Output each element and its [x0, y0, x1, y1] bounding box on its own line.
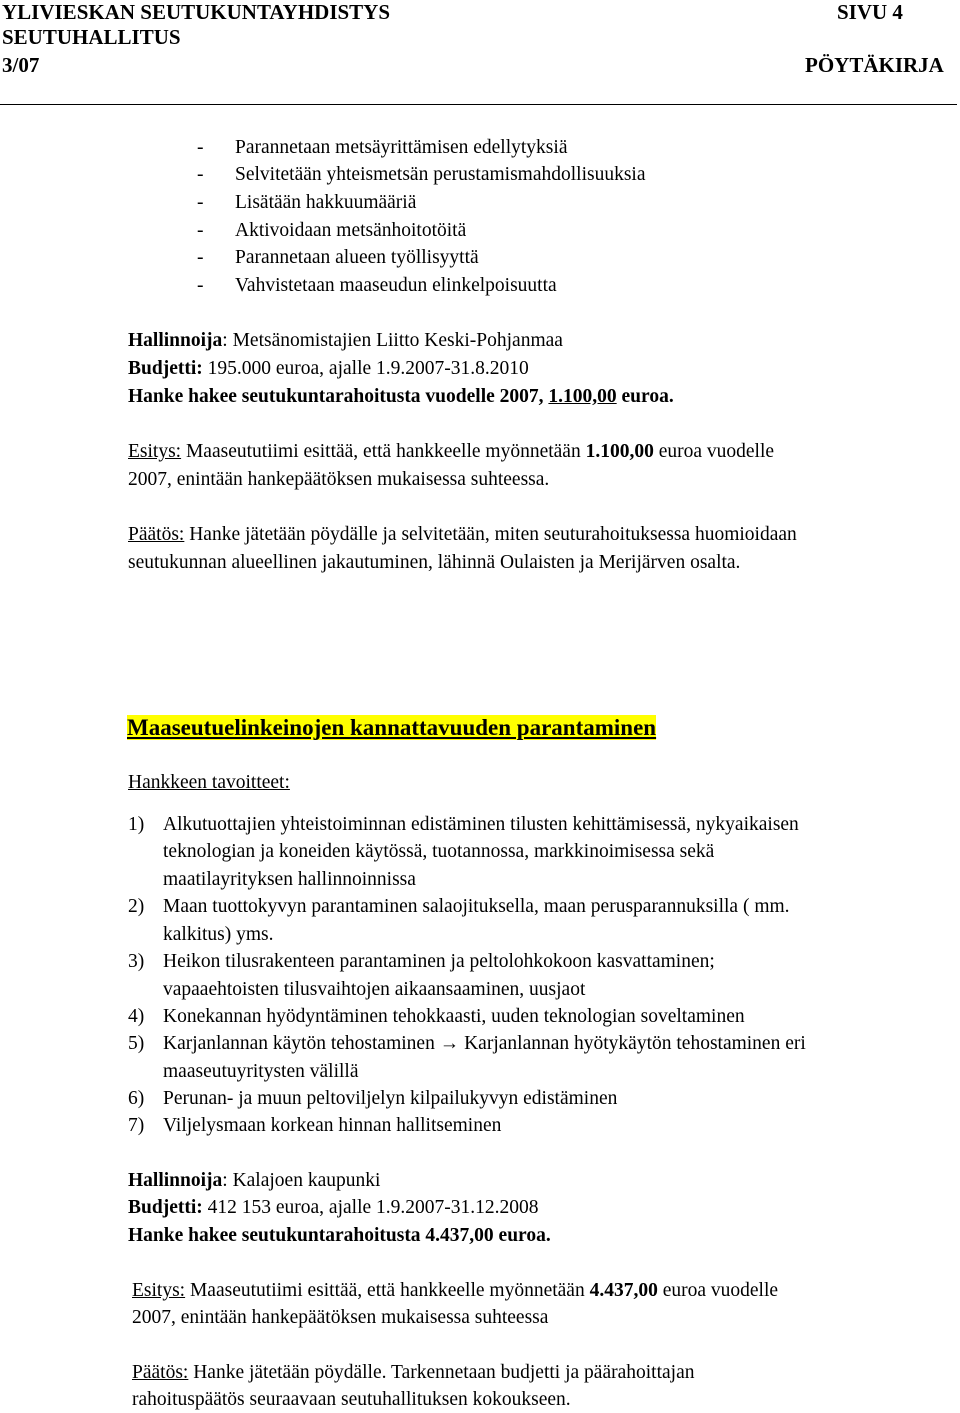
- list-item-continuation: maatilayrityksen hallinnoinnissa: [163, 869, 416, 890]
- proposal-line-1: Esitys: Maaseututiimi esittää, että hankkeelle myönnetään 1.100,00 euroa vuodelle: [128, 441, 775, 462]
- list-item: 1) Alkutuottajien yhteistoiminnan edistäminen tilusten kehittämisessä, nykyaikaisen: [128, 814, 799, 835]
- list-item: 3) Heikon tilusrakenteen parantaminen ja peltolohkokoon kasvattaminen;: [128, 951, 715, 972]
- list-item: - Selvitetään yhteismetsän perustamismahdollisuuksia: [197, 164, 646, 185]
- list-item: - Parannetaan alueen työllisyyttä: [197, 247, 479, 268]
- administrator-line: Hallinnoija: Kalajoen kaupunki: [128, 1170, 381, 1191]
- administrator-line: Hallinnoija: Metsänomistajien Liitto Keski-Pohjanmaa: [128, 330, 563, 351]
- goals-label: Hankkeen tavoitteet:: [128, 772, 290, 793]
- list-item-continuation: kalkitus) yms.: [163, 924, 274, 945]
- decision-line-2: rahoituspäätös seuraavaan seutuhallituksen kokoukseen.: [132, 1389, 571, 1410]
- proposal-line-2: 2007, enintään hankepäätöksen mukaisessa suhteessa.: [128, 469, 550, 490]
- budget-line: Budjetti: 195.000 euroa, ajalle 1.9.2007-31.8.2010: [128, 358, 529, 379]
- list-item-continuation: teknologian ja koneiden käytössä, tuotannossa, markkinoimisessa sekä: [163, 841, 715, 862]
- list-item: - Aktivoidaan metsänhoitotöitä: [197, 220, 467, 241]
- list-item: 6) Perunan- ja muun peltoviljelyn kilpailukyvyn edistäminen: [128, 1088, 618, 1109]
- list-item: 5) Karjanlannan käytön tehostaminen → Karjanlannan hyötykäytön tehostaminen eri: [128, 1033, 806, 1054]
- list-item: - Vahvistetaan maaseudun elinkelpoisuutta: [197, 275, 557, 296]
- budget-line: Budjetti: 412 153 euroa, ajalle 1.9.2007-31.12.2008: [128, 1197, 539, 1218]
- section-title: Maaseutuelinkeinojen kannattavuuden parantaminen: [127, 715, 657, 740]
- funding-request: Hanke hakee seutukuntarahoitusta vuodelle 2007, 1.100,00 euroa.: [128, 386, 674, 407]
- funding-request: Hanke hakee seutukuntarahoitusta 4.437,00 euroa.: [128, 1225, 551, 1246]
- board-name: SEUTUHALLITUS: [2, 25, 181, 49]
- decision-line-1: Päätös: Hanke jätetään pöydälle. Tarkennetaan budjetti ja päärahoittajan: [132, 1362, 695, 1383]
- list-item-continuation: vapaaehtoisten tilusvaihtojen aikaansaaminen, uusjaot: [163, 979, 586, 1000]
- proposal-line-2: 2007, enintään hankepäätöksen mukaisessa suhteessa: [132, 1307, 549, 1328]
- meeting-number: 3/07: [2, 53, 40, 77]
- list-item: - Parannetaan metsäyrittämisen edellytyksiä: [197, 137, 568, 158]
- arrow-right-icon: →: [439, 1033, 460, 1054]
- list-item: 7) Viljelysmaan korkean hinnan hallitseminen: [128, 1115, 502, 1136]
- proposal-line-1: Esitys: Maaseututiimi esittää, että hankkeelle myönnetään 4.437,00 euroa vuodelle: [132, 1280, 779, 1301]
- page-number: SIVU 4: [837, 0, 903, 24]
- document-type: PÖYTÄKIRJA: [805, 53, 944, 77]
- decision-line-1: Päätös: Hanke jätetään pöydälle ja selvitetään, miten seuturahoituksessa huomioidaan: [128, 524, 797, 545]
- organization-name: YLIVIESKAN SEUTUKUNTAYHDISTYS: [2, 0, 391, 24]
- list-item: 2) Maan tuottokyvyn parantaminen salaojituksella, maan perusparannuksilla ( mm.: [128, 896, 790, 917]
- list-item-continuation: maaseutuyritysten välillä: [163, 1061, 359, 1082]
- list-item: 4) Konekannan hyödyntäminen tehokkaasti, uuden teknologian soveltaminen: [128, 1006, 745, 1027]
- list-item: - Lisätään hakkuumääriä: [197, 192, 417, 213]
- header-divider: [0, 104, 957, 105]
- decision-line-2: seutukunnan alueellinen jakautuminen, lähinnä Oulaisten ja Merijärven osalta.: [128, 552, 741, 573]
